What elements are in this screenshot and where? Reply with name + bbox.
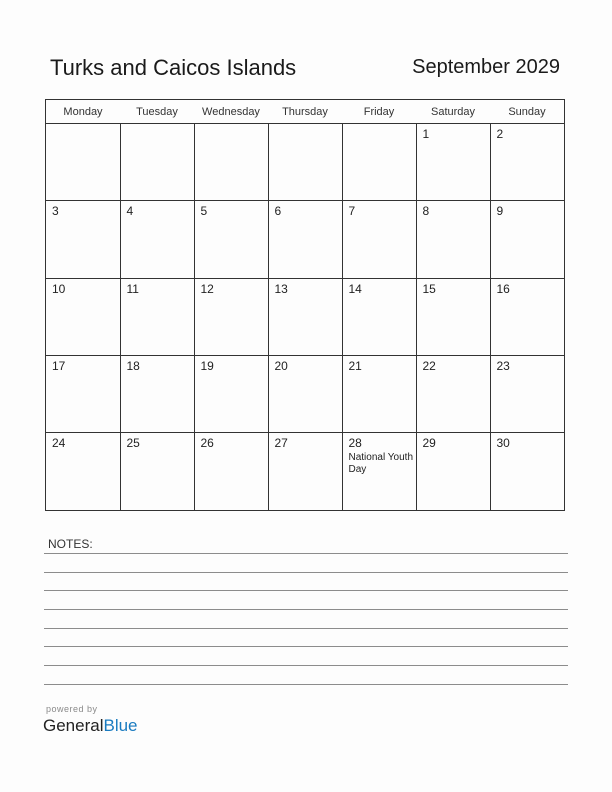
weekday-header: Wednesday [194,100,268,124]
day-number: 24 [52,436,66,451]
notes-line [44,572,568,573]
weekday-header: Saturday [416,100,490,124]
day-number: 6 [274,204,282,219]
week-row [46,278,564,355]
weekday-header: Thursday [268,100,342,124]
day-number: 9 [496,204,504,219]
day-cell [342,355,416,432]
notes-line [44,590,568,591]
notes-line [44,628,568,629]
day-cell [120,433,194,510]
week-row [46,124,564,201]
day-number: 30 [496,436,510,451]
day-number: 14 [348,281,362,296]
day-cell [490,433,564,510]
day-cell [416,433,490,510]
notes-label: NOTES: [48,537,93,551]
day-number: 20 [274,358,288,373]
day-number: 1 [422,127,430,141]
notes-line [44,553,568,554]
day-cell [46,124,120,201]
weekday-header: Friday [342,100,416,124]
weekday-header: Sunday [490,100,564,124]
day-number: 17 [52,358,66,373]
day-cell [342,278,416,355]
week-row [46,433,564,510]
day-cell [194,278,268,355]
day-cell [268,278,342,355]
notes-line [44,609,568,610]
day-number: 16 [496,281,510,296]
day-number: 26 [200,436,214,451]
day-cell [46,201,120,278]
day-number: 19 [200,358,214,373]
day-cell [490,355,564,432]
day-cell [46,433,120,510]
day-number: 8 [422,204,430,219]
powered-by-text: powered by [46,704,98,714]
day-number: 10 [52,281,66,296]
day-number: 5 [200,204,208,219]
day-cell [342,201,416,278]
day-cell [120,201,194,278]
day-number: 7 [348,204,356,219]
day-cell [194,433,268,510]
day-cell [416,124,490,201]
notes-line [44,665,568,666]
day-number: 12 [200,281,214,296]
day-number: 4 [126,204,134,219]
calendar-title: Turks and Caicos Islands [50,55,297,80]
calendar-grid [45,99,565,511]
day-cell [416,278,490,355]
day-cell [194,355,268,432]
week-row [46,201,564,278]
day-cell [194,124,268,201]
day-number: 21 [348,358,362,373]
brand-general: General [43,716,104,735]
day-cell [268,355,342,432]
day-cell [268,124,342,201]
day-cell [46,355,120,432]
day-number: 22 [422,358,436,373]
day-number: 18 [126,358,140,373]
day-number: 3 [52,204,59,219]
notes-line [44,646,568,647]
day-cell [490,278,564,355]
day-cell [342,124,416,201]
week-row [46,355,564,432]
day-cell [46,278,120,355]
day-cell [416,355,490,432]
month-label: September 2029 [412,56,560,78]
day-cell [268,201,342,278]
day-cell [490,124,564,201]
day-cell [342,433,416,510]
day-cell [268,433,342,510]
day-number: 23 [496,358,510,373]
holiday-label: National Youth Day [348,452,414,476]
day-cell [194,201,268,278]
day-number: 13 [274,281,288,296]
day-number: 29 [422,436,436,451]
day-number: 27 [274,436,288,451]
brand-blue: Blue [103,716,138,735]
day-number: 11 [126,281,139,296]
weekday-header: Tuesday [120,100,194,124]
day-number: 28 [348,436,362,451]
day-cell [120,355,194,432]
day-number: 15 [422,281,436,296]
day-cell [416,201,490,278]
day-cell [120,124,194,201]
notes-line [44,684,568,685]
day-cell [120,278,194,355]
brand-logo [43,716,138,736]
day-number: 25 [126,436,140,451]
day-number: 2 [496,127,504,141]
day-cell [490,201,564,278]
weekday-header: Monday [46,100,120,124]
